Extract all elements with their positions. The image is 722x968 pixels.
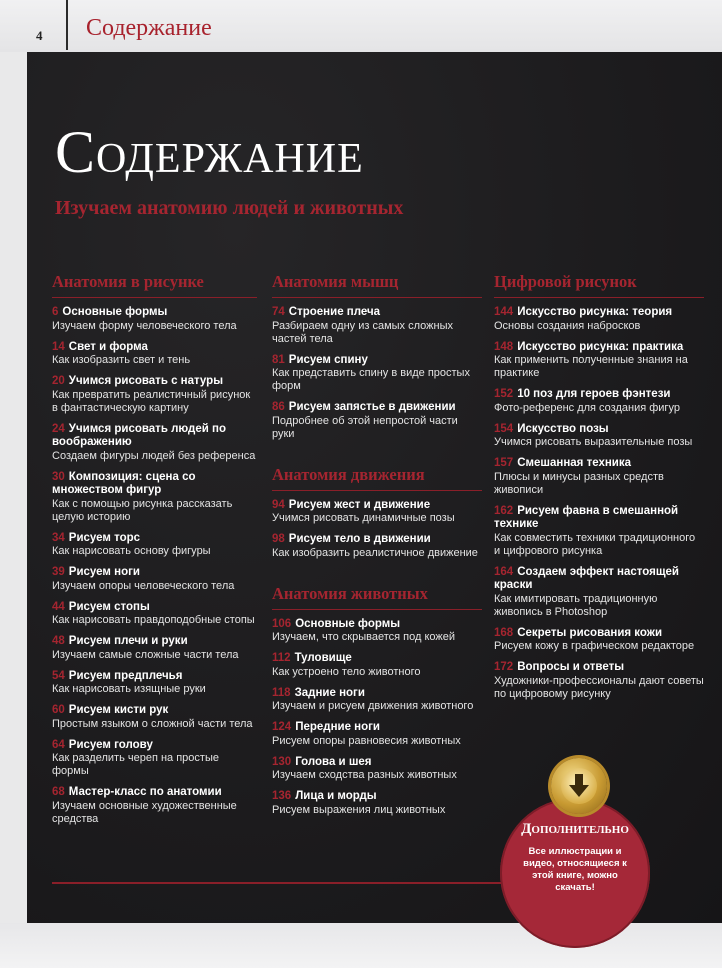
toc-page-number: 48 [52, 635, 65, 647]
toc-entry-description: Как нарисовать изящные руки [52, 683, 206, 695]
extras-badge-heading: Дополнительно [521, 821, 629, 837]
toc-entry[interactable] [52, 786, 257, 826]
toc-entry-description: Изучаем сходства разных животных [272, 769, 457, 781]
toc-entry-description: Рисуем выражения лиц животных [272, 803, 446, 816]
toc-entry[interactable] [272, 533, 482, 560]
section-heading: Анатомия в рисунке [52, 272, 257, 298]
toc-page-number: 14 [52, 340, 65, 353]
toc-entry[interactable] [494, 306, 704, 333]
toc-page-number: 112 [272, 652, 291, 664]
toc-entry[interactable] [272, 721, 482, 748]
toc-entry[interactable] [272, 401, 482, 441]
toc-entry-title-line [52, 566, 257, 580]
toc-entry-title: Создаем эффект настоящей краски [494, 565, 679, 591]
toc-page-number: 164 [494, 565, 514, 578]
toc-entry[interactable] [494, 627, 704, 654]
toc-entry-description: Как разделить череп на простые формы [52, 752, 219, 777]
toc-entry-title-line [52, 306, 257, 320]
toc-entry-title-line [52, 532, 257, 546]
toc-entry-title: Свет и форма [68, 340, 148, 353]
toc-entry-description: Как изобразить реалистичное движение [272, 546, 478, 559]
toc-entry[interactable] [272, 618, 482, 645]
toc-page-number: 130 [272, 755, 292, 768]
toc-entry-title: Секреты рисования кожи [517, 626, 663, 639]
toc-entry[interactable] [52, 532, 257, 559]
toc-entry-title: Строение плеча [288, 306, 381, 318]
toc-page-number: 44 [52, 600, 65, 613]
toc-column-1 [52, 272, 257, 834]
toc-entry-description: Рисуем кожу в графическом редакторе [494, 640, 695, 652]
toc-entry[interactable] [52, 306, 257, 333]
toc-entry-title-line [272, 721, 482, 735]
toc-entry-title: Рисуем торс [68, 531, 141, 544]
toc-entry-description: Как представить спину в виде простых форм [272, 367, 470, 392]
section-heading: Анатомия животных [272, 584, 482, 610]
toc-page-number: 54 [52, 669, 65, 682]
toc-entry-title-line [272, 499, 482, 513]
toc-entry-title-line [52, 635, 257, 649]
toc-entry-title: Основные формы [295, 617, 401, 630]
toc-page-number: 94 [272, 498, 285, 511]
toc-entry-title: 10 поз для героев фэнтези [517, 388, 671, 400]
toc-page-number: 98 [272, 533, 285, 545]
toc-entry-title: Рисуем стопы [68, 600, 150, 613]
toc-entry-title: Вопросы и ответы [517, 661, 625, 673]
toc-page-number: 68 [52, 786, 65, 798]
toc-entry-title: Искусство позы [517, 422, 609, 435]
toc-entry-title: Искусство рисунка: теория [517, 306, 673, 318]
toc-entry-title-line [52, 786, 257, 800]
toc-entry[interactable] [494, 457, 704, 497]
toc-entry[interactable] [494, 341, 704, 381]
toc-entry-title: Рисуем фавна в смешанной технике [494, 504, 679, 530]
toc-entry-title-line [494, 566, 704, 593]
header-divider [66, 0, 68, 50]
toc-entry-title-line [272, 306, 482, 320]
toc-entry-title-line [272, 401, 482, 415]
toc-entry-title-line [494, 306, 704, 320]
toc-entry-description: Как превратить реалистичный рисунок в фантастическую картину [52, 388, 251, 414]
toc-page-number: 118 [272, 686, 291, 699]
toc-entry[interactable] [272, 652, 482, 679]
toc-page-number: 64 [52, 738, 65, 751]
extras-badge-text: Все иллюстрации и видео, относящиеся к этой книге, можно скачать! [523, 846, 627, 893]
toc-entry-title: Рисуем запястье в движении [288, 401, 456, 413]
toc-entry-description: Как применить полученные знания на практике [494, 354, 688, 379]
toc-page-number: 172 [494, 661, 514, 673]
toc-page-number: 81 [272, 353, 285, 366]
toc-page-number: 86 [272, 401, 285, 413]
toc-entry-description: Создаем фигуры людей без референса [52, 449, 256, 462]
toc-entry-description: Плюсы и минусы разных средств живописи [494, 470, 664, 496]
toc-entry-title-line [52, 423, 257, 450]
toc-entry[interactable] [52, 704, 257, 731]
toc-entry-description: Фото-референс для создания фигур [494, 401, 680, 414]
toc-entry-title-line [272, 533, 482, 547]
toc-entry-title: Голова и шея [295, 755, 372, 768]
toc-entry-title: Рисуем плечи и руки [68, 635, 188, 647]
toc-page-number: 124 [272, 721, 292, 733]
toc-entry-title-line [52, 375, 257, 389]
toc-entry-title-line [52, 341, 257, 355]
toc-page-number: 144 [494, 306, 514, 318]
toc-entry[interactable] [494, 505, 704, 558]
toc-entry-title: Искусство рисунка: практика [517, 340, 684, 353]
toc-entry[interactable] [52, 471, 257, 524]
toc-entry-title: Мастер-класс по анатомии [68, 786, 222, 798]
toc-entry-title: Задние ноги [294, 686, 365, 699]
section-heading: Анатомия мышц [272, 272, 482, 298]
toc-entry-title: Рисуем жест и движение [288, 498, 431, 511]
toc-entry-title: Рисуем кисти рук [68, 704, 169, 716]
toc-entry[interactable] [52, 375, 257, 415]
toc-entry-title-line [494, 457, 704, 471]
toc-entry[interactable] [494, 388, 704, 415]
toc-entry-title-line [272, 790, 482, 804]
toc-entry-title: Лица и морды [295, 790, 377, 802]
toc-entry-description: Изучаем основные художественные средства [52, 799, 237, 825]
toc-entry-description: Как с помощью рисунка рассказать целую историю [52, 497, 233, 523]
toc-entry-description: Разбираем одну из самых сложных частей тела [272, 319, 453, 345]
toc-entry[interactable] [494, 423, 704, 450]
toc-entry-title-line [52, 739, 257, 753]
toc-entry-description: Как изобразить свет и тень [52, 354, 191, 366]
toc-entry-title: Рисуем тело в движении [288, 533, 431, 545]
toc-page-number: 136 [272, 790, 292, 802]
toc-entry-title-line [52, 601, 257, 615]
toc-entry-title-line [494, 341, 704, 355]
toc-page-number: 20 [52, 375, 65, 387]
toc-entry-title-line [52, 471, 257, 498]
toc-entry-title: Туловище [294, 652, 352, 664]
toc-entry-title-line [52, 704, 257, 718]
toc-entry-title-line [52, 670, 257, 684]
toc-entry-title-line [272, 687, 482, 701]
download-arrow-icon [566, 772, 592, 800]
toc-entry-description: Изучаем, что скрывается под кожей [272, 631, 455, 643]
page-number: 4 [36, 28, 43, 43]
toc-entry-title: Учимся рисовать с натуры [68, 375, 224, 387]
toc-entry-title-line [494, 627, 704, 641]
toc-entry-title: Передние ноги [295, 721, 381, 733]
toc-entry-description: Изучаем самые сложные части тела [52, 648, 239, 661]
toc-entry[interactable] [52, 423, 257, 463]
toc-entry-description: Подробнее об этой непростой части руки [272, 414, 458, 440]
toc-entry-title: Рисуем ноги [68, 566, 140, 578]
toc-entry-title: Учимся рисовать людей по воображению [52, 422, 226, 448]
toc-page-number: 154 [494, 422, 514, 435]
toc-entry[interactable] [52, 566, 257, 593]
toc-entry-title: Рисуем спину [288, 353, 368, 366]
toc-entry[interactable] [52, 739, 257, 779]
toc-entry-title-line [494, 661, 704, 675]
toc-entry-description: Как нарисовать правдоподобные стопы [52, 614, 255, 626]
toc-entry-description: Изучаем и рисуем движения животного [272, 700, 474, 712]
toc-entry[interactable] [272, 306, 482, 346]
toc-entry-description: Основы создания набросков [494, 319, 641, 332]
header-section-title: Содержание [86, 15, 212, 41]
toc-entry[interactable] [52, 670, 257, 697]
extras-badge[interactable] [500, 798, 650, 948]
toc-entry-description: Учимся рисовать выразительные позы [494, 436, 693, 448]
toc-entry-title: Рисуем голову [68, 738, 153, 751]
page-subtitle: Изучаем анатомию людей и животных [55, 197, 404, 219]
section-heading: Цифровой рисунок [494, 272, 704, 298]
toc-entry-description: Простым языком о сложной части тела [52, 717, 253, 730]
toc-entry-title: Рисуем предплечья [68, 669, 183, 682]
section-heading: Анатомия движения [272, 465, 482, 491]
toc-entry-description: Учимся рисовать динамичные позы [272, 512, 455, 524]
toc-entry[interactable] [272, 354, 482, 394]
toc-entry-title: Композиция: сцена со множеством фигур [52, 470, 196, 496]
toc-page-number: 162 [494, 504, 514, 517]
toc-entry-title: Основные формы [62, 306, 168, 318]
toc-page-number: 157 [494, 457, 514, 469]
toc-entry[interactable] [272, 790, 482, 817]
toc-entry-title-line [494, 423, 704, 437]
toc-entry[interactable] [52, 601, 257, 628]
toc-entry[interactable] [52, 635, 257, 662]
toc-entry-description: Как устроено тело животного [272, 665, 421, 678]
toc-entry-description: Изучаем опоры человеческого тела [52, 579, 235, 592]
toc-entry[interactable] [272, 756, 482, 783]
toc-entry-title-line [494, 505, 704, 532]
toc-entry-description: Как нарисовать основу фигуры [52, 545, 211, 557]
toc-page-number: 30 [52, 470, 65, 483]
toc-entry-title-line [494, 388, 704, 402]
toc-entry-title-line [272, 354, 482, 368]
toc-entry-title-line [272, 652, 482, 666]
toc-page-number: 6 [52, 306, 59, 318]
toc-entry[interactable] [52, 341, 257, 368]
toc-entry-title: Смешанная техника [517, 457, 632, 469]
toc-column-3 [494, 272, 704, 709]
toc-page-number: 39 [52, 566, 65, 578]
toc-page-number: 24 [52, 422, 65, 435]
toc-page-number: 148 [494, 340, 514, 353]
toc-entry-description: Как имитировать традиционную живопись в Photoshop [494, 592, 658, 618]
toc-entry-description: Рисуем опоры равновесия животных [272, 734, 461, 747]
toc-page-number: 60 [52, 704, 65, 716]
download-seal[interactable] [551, 758, 607, 814]
toc-entry-description: Художники-профессионалы дают советы по цифровому рисунку [494, 674, 704, 700]
toc-entry-title-line [272, 756, 482, 770]
toc-entry[interactable] [494, 661, 704, 701]
toc-page-number: 74 [272, 306, 285, 318]
toc-entry[interactable] [272, 687, 482, 714]
toc-page-number: 106 [272, 617, 292, 630]
bottom-divider [52, 882, 512, 884]
toc-entry[interactable] [494, 566, 704, 619]
toc-entry-title-line [272, 618, 482, 632]
toc-column-2 [272, 272, 482, 825]
toc-entry-description: Как совместить техники традиционного и цифрового рисунка [494, 531, 696, 557]
page-title: Содержание [55, 119, 364, 185]
toc-page-number: 168 [494, 626, 514, 639]
toc-entry-description: Изучаем форму человеческого тела [52, 319, 237, 332]
toc-entry[interactable] [272, 499, 482, 526]
toc-page-number: 34 [52, 531, 65, 544]
toc-page-number: 152 [494, 388, 514, 400]
